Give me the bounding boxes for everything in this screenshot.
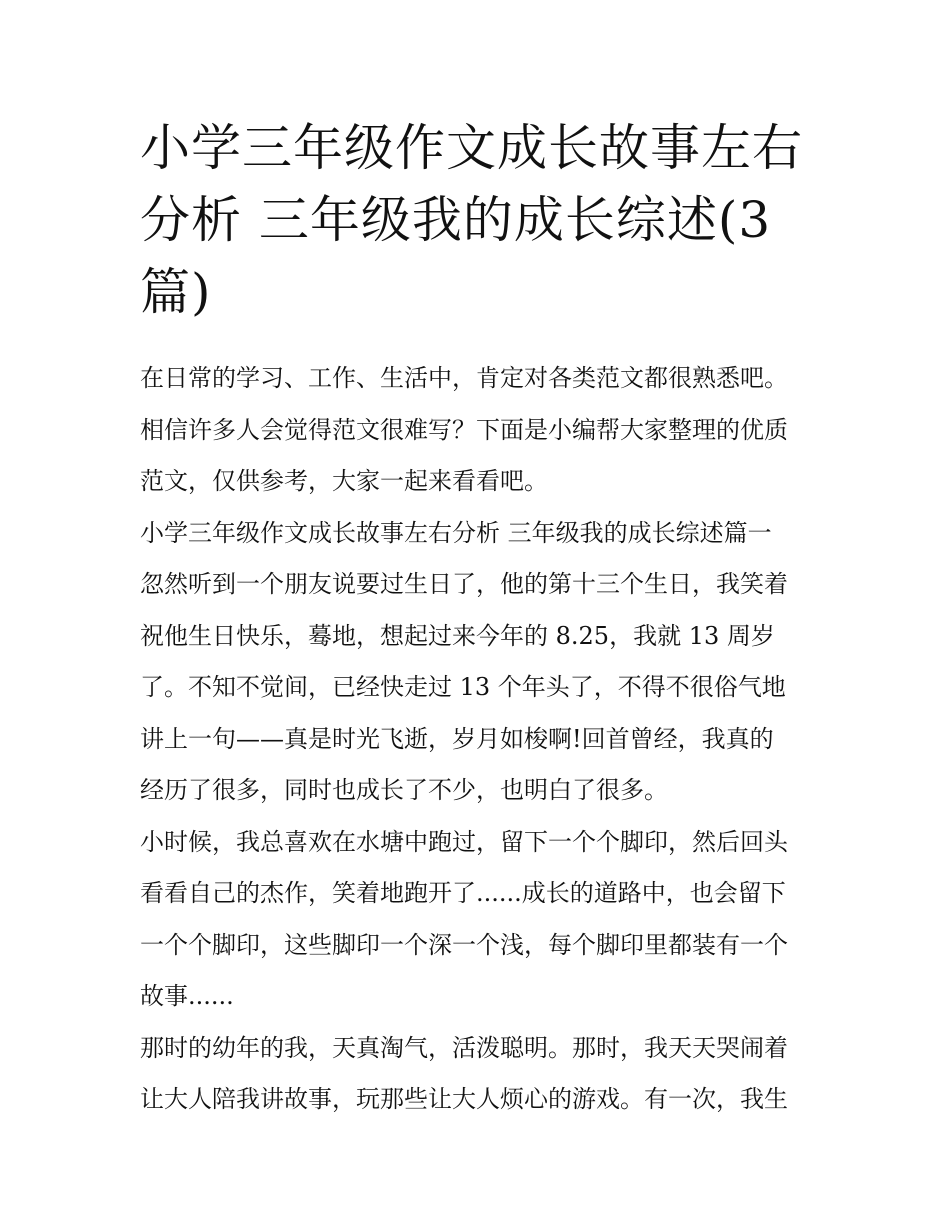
section-heading-line: 小学三年级作文成长故事左右分析 三年级我的成长综述篇一 (140, 518, 772, 547)
body-line: 故事...... (140, 982, 234, 1010)
body-line: 忽然听到一个朋友说要过生日了，他的第十三个生日，我笑着 (140, 570, 788, 598)
body-line: 让大人陪我讲故事，玩那些让大人烦心的游戏。有一次，我生 (140, 1085, 788, 1113)
document-body (140, 353, 820, 1126)
body-line: 范文，仅供参考，大家一起来看看吧。 (140, 467, 548, 495)
title-line: 篇) (140, 263, 212, 321)
document-title (140, 112, 820, 328)
body-line: 那时的幼年的我，天真淘气，活泼聪明。那时，我天天哭闹着 (140, 1033, 788, 1062)
body-line: 在日常的学习、工作、生活中，肯定对各类范文都很熟悉吧。 (140, 364, 788, 392)
body-line: 相信许多人会觉得范文很难写？下面是小编帮大家整理的优质 (140, 415, 788, 444)
body-line: 一个个脚印，这些脚印一个深一个浅，每个脚印里都装有一个 (140, 930, 788, 959)
title-line: 分析 三年级我的成长综述(3 (140, 191, 772, 249)
title-line: 小学三年级作文成长故事左右 (140, 119, 803, 177)
body-line: 了。不知不觉间，已经快走过 13 个年头了，不得不很俗气地 (140, 673, 786, 701)
body-line: 看看自己的杰作，笑着地跑开了......成长的道路中，也会留下 (140, 879, 786, 907)
body-line: 讲上一句——真是时光飞逝，岁月如梭啊!回首曾经，我真的 (140, 724, 774, 753)
body-line: 小时候，我总喜欢在水塘中跑过，留下一个个脚印，然后回头 (140, 827, 788, 856)
body-line: 经历了很多，同时也成长了不少，也明白了很多。 (140, 776, 668, 804)
body-line: 祝他生日快乐，蓦地，想起过来今年的 8.25，我就 13 周岁 (140, 621, 775, 650)
